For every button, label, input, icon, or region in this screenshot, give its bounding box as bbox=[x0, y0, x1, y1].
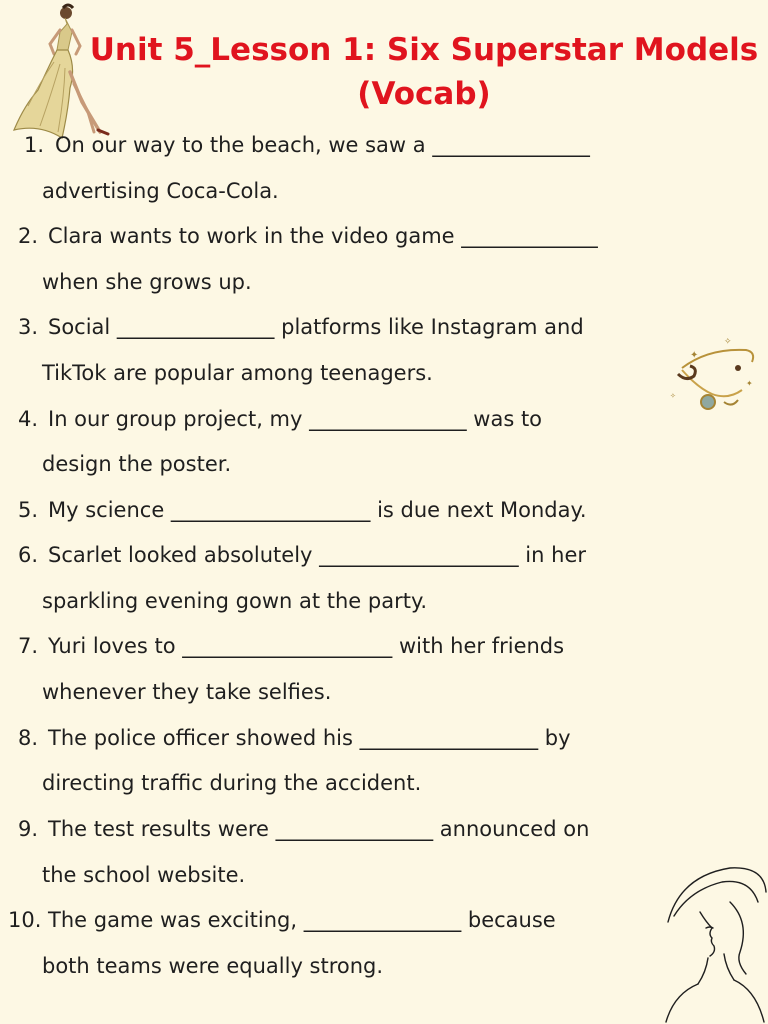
question-number: 8. bbox=[18, 726, 39, 750]
question-number: 7. bbox=[18, 634, 39, 658]
svg-text:✦: ✦ bbox=[690, 350, 699, 361]
question-7-line-2: whenever they take selfies. bbox=[42, 680, 332, 704]
question-2-line-2: when she grows up. bbox=[42, 270, 252, 294]
question-9-line-1 bbox=[18, 815, 589, 843]
question-10-line-2: both teams were equally strong. bbox=[42, 954, 384, 978]
question-number: 10. bbox=[8, 908, 42, 932]
question-number: 5. bbox=[18, 498, 39, 522]
question-text: In our group project, my _______________ was to bbox=[48, 407, 543, 431]
golden-necklace-illustration bbox=[668, 338, 760, 418]
question-text: The test results were _______________ announced on bbox=[48, 817, 590, 841]
question-text: Clara wants to work in the video game _____________ bbox=[48, 224, 598, 248]
question-text: On our way to the beach, we saw a _______________ bbox=[55, 133, 590, 157]
question-1-line-1 bbox=[24, 131, 590, 159]
question-number: 1. bbox=[24, 133, 45, 157]
question-6-line-2: sparkling evening gown at the party. bbox=[42, 589, 428, 613]
question-1-line-2: advertising Coca-Cola. bbox=[42, 179, 279, 203]
question-number: 9. bbox=[18, 817, 39, 841]
question-6-line-1 bbox=[18, 541, 586, 569]
question-8-line-2: directing traffic during the accident. bbox=[42, 771, 422, 795]
question-text: Social _______________ platforms like Instagram and bbox=[48, 315, 584, 339]
question-text: The game was exciting, _______________ because bbox=[48, 908, 556, 932]
question-5-line-1 bbox=[18, 496, 587, 524]
svg-text:✧: ✧ bbox=[670, 392, 676, 400]
question-number: 6. bbox=[18, 543, 39, 567]
question-number: 4. bbox=[18, 407, 39, 431]
question-3-line-2: TikTok are popular among teenagers. bbox=[42, 361, 433, 385]
question-3-line-1 bbox=[18, 313, 584, 341]
woman-in-hat-line-drawing bbox=[660, 862, 768, 1024]
question-number: 2. bbox=[18, 224, 39, 248]
svg-text:✦: ✦ bbox=[746, 379, 753, 388]
question-text: My science ___________________ is due next Monday. bbox=[48, 498, 587, 522]
question-text: The police officer showed his _________________ by bbox=[48, 726, 571, 750]
question-9-line-2: the school website. bbox=[42, 863, 246, 887]
question-text: Scarlet looked absolutely ___________________ in her bbox=[48, 543, 586, 567]
title-line-1: Unit 5_Lesson 1: Six Superstar Models bbox=[89, 32, 759, 68]
title-line-2: (Vocab) bbox=[357, 76, 491, 112]
question-10-line-1 bbox=[8, 906, 556, 934]
question-4-line-1 bbox=[18, 405, 542, 433]
question-text: Yuri loves to ____________________ with her friends bbox=[48, 634, 565, 658]
question-2-line-1 bbox=[18, 222, 598, 250]
question-number: 3. bbox=[18, 315, 39, 339]
worksheet-title bbox=[80, 28, 768, 116]
question-4-line-2: design the poster. bbox=[42, 452, 232, 476]
svg-text:✧: ✧ bbox=[724, 338, 732, 347]
question-7-line-1 bbox=[18, 632, 564, 660]
question-8-line-1 bbox=[18, 724, 571, 752]
